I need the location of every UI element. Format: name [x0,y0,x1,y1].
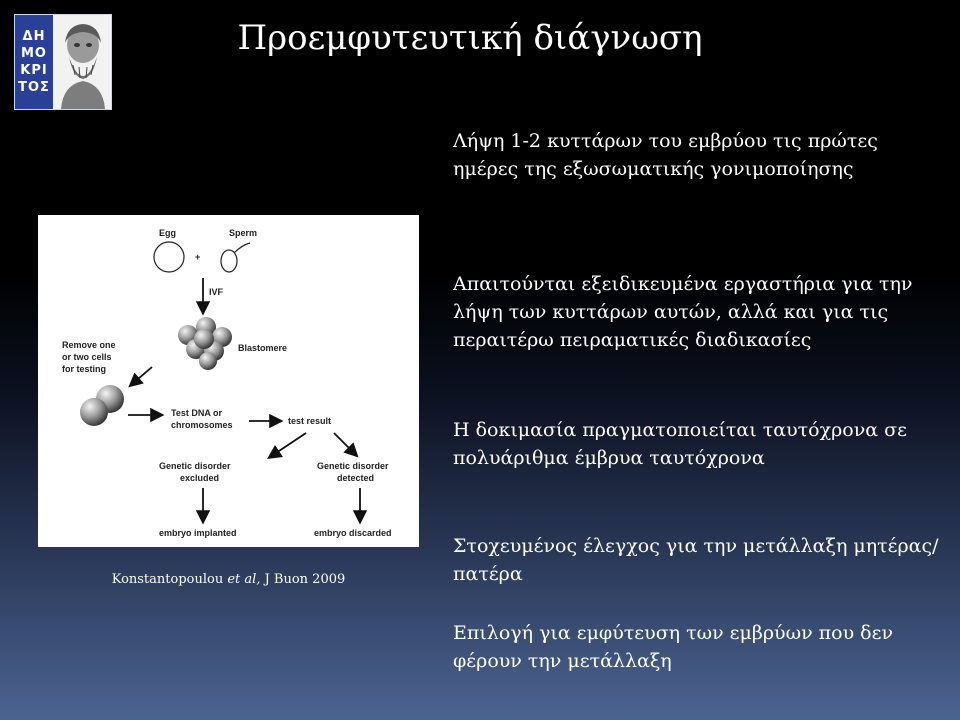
blastomere-icon [178,317,232,370]
ivf-label: IVF [209,287,224,297]
egg-icon [154,242,184,272]
removed-cells-icon [80,385,124,426]
detected-arrow [334,433,356,455]
excluded-arrow [270,433,306,457]
caption-etal: et al, [227,572,261,587]
remove-arrow [131,367,152,385]
sperm-label: Sperm [229,228,258,238]
bullet-item: Στοχευμένος έλεγχος για την μετάλλαξη μητέρας/πατέρα [453,535,939,585]
excluded-label-line1: Genetic disorder [159,461,231,471]
excluded-label-line2: excluded [180,473,220,483]
caption-journal: J Buon 2009 [260,572,346,587]
sperm-icon [221,243,250,272]
bullet-item: Λήψη 1-2 κυττάρων του εμβρύου τις πρώτες ημέρες της εξωσωματικής γονιμοποίησης [453,130,878,180]
embryo-implanted-label: embryo implanted [159,528,237,538]
remove-cells-label-line1: Remove one [62,340,116,350]
remove-cells-label-line3: for testing [62,364,106,374]
test-dna-label-line2: chromosomes [171,420,233,430]
blastomere-label: Blastomere [238,343,288,353]
bullet-item: Η δοκιμασία πραγματοποιείται ταυτόχρονα σε πολυάριθμα έμβρυα ταυτόχρονα [453,419,907,469]
plus-sign: + [195,252,201,262]
egg-label: Egg [159,228,176,238]
detected-label-line2: detected [337,473,375,483]
pgd-flow-diagram [38,215,419,547]
remove-cells-label-line2: or two cells [62,352,112,362]
figure-caption [38,572,419,587]
caption-authors: Konstantopoulou [111,572,228,587]
detected-label-line1: Genetic disorder [317,461,389,471]
bullet-item: Απαιτούνται εξειδικευμένα εργαστήρια για την λήψη των κυττάρων αυτών, αλλά και για τις περαιτέρω πειραματικές διαδικασίες [453,273,913,351]
bullet-item: Επιλογή για εμφύτευση των εμβρύων που δεν φέρουν την μετάλλαξη [453,622,894,672]
test-dna-label-line1: Test DNA or [171,408,223,418]
slide-title: Προεμφυτευτική διάγνωση [237,18,703,58]
embryo-discarded-label: embryo discarded [314,528,392,538]
logo-lettering: ΔΗ ΜΟ ΚΡΙ ΤΟΣ [15,15,53,109]
test-result-label: test result [288,416,332,426]
